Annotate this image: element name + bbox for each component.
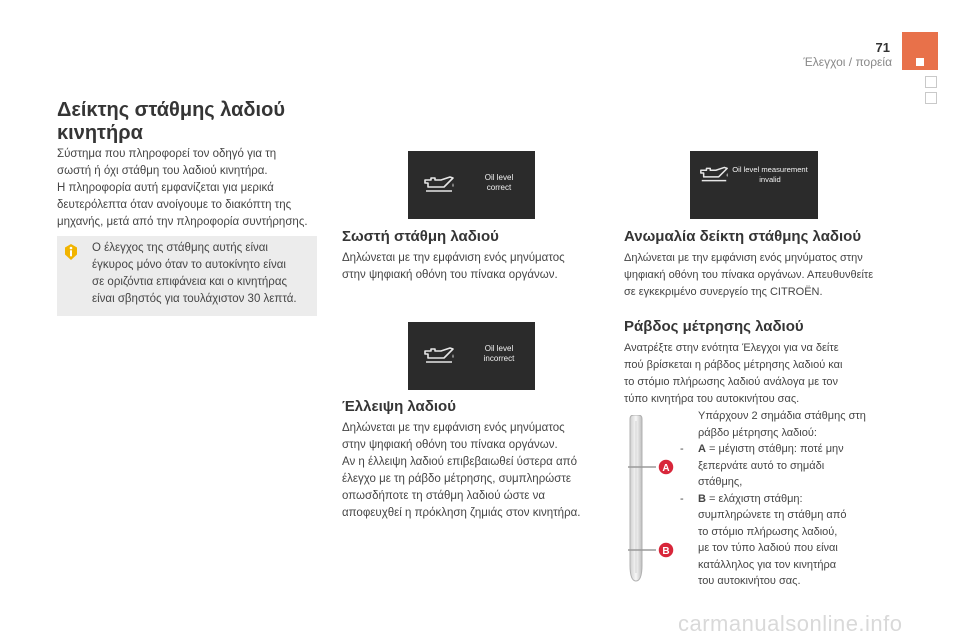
mark-b-label: [658, 542, 674, 558]
mark-a-label: [658, 459, 674, 475]
footer-watermark-url[interactable]: carmanualsonline.info: [678, 611, 903, 636]
oil-can-icon: [422, 175, 456, 193]
text-line: στην ψηφιακή οθόνη του πίνακα οργάνων.: [342, 269, 558, 281]
display-oil-correct: [408, 151, 535, 219]
display-oil-measurement-invalid: [690, 151, 818, 219]
mark-letter: B: [698, 492, 706, 505]
text-line: Δηλώνεται με την εμφάνιση ενός μηνύματος στην: [624, 252, 863, 264]
display-message-line: Oil level: [484, 173, 514, 182]
section-title: Έλεγχοι / πορεία: [803, 55, 892, 69]
text-line: Δηλώνεται με την εμφάνιση ενός μηνύματος: [342, 422, 565, 434]
list-line: του αυτοκινήτου σας.: [698, 575, 801, 587]
list-dash: -: [680, 492, 684, 505]
text-line: πού βρίσκεται η ράβδος μέτρησης λαδιού και: [624, 359, 843, 371]
text-line: στην ψηφιακή οθόνη του πίνακα οργάνων.: [342, 439, 558, 451]
dipstick-text: [624, 340, 894, 408]
text-line: μηχανής, μετά από την πληροφορία συντήρησης.: [57, 216, 308, 228]
list-line: συμπληρώνετε τη στάθμη από: [698, 509, 847, 521]
display-message-line: Oil level measurement: [732, 165, 808, 174]
note-line: Ο έλεγχος της στάθμης αυτής είναι: [92, 242, 268, 254]
svg-text:B: B: [662, 546, 670, 557]
note-line: είναι σβηστός για τουλάχιστον 30 λεπτά.: [92, 293, 297, 305]
text-line: οπωσδήποτε τη στάθμη λαδιού ώστε να: [342, 490, 546, 502]
dipstick-marks: [680, 408, 898, 590]
text-line: έλεγχο με τη ράβδο μέτρησης, συμπληρώστε: [342, 473, 571, 485]
text-line: Δηλώνεται με την εμφάνιση ενός μηνύματος: [342, 252, 565, 264]
list-line: το στόμιο πλήρωσης λαδιού,: [698, 525, 838, 538]
list-line: στάθμης,: [698, 476, 743, 488]
list-line: ξεπερνάτε αυτό το σημάδι: [698, 459, 825, 472]
chapter-tab[interactable]: [925, 92, 937, 104]
display-message-line: Oil level: [484, 344, 514, 353]
mark-text: = ελάχιστη στάθμη:: [705, 492, 803, 505]
section-heading-dipstick: Ράβδος μέτρησης λαδιού: [624, 318, 804, 335]
display-message-line: correct: [486, 183, 512, 192]
marks-list: [678, 441, 898, 590]
list-item-mark-a: [678, 441, 898, 491]
mark-text: = μέγιστη στάθμη: ποτέ μην: [705, 443, 844, 455]
note-line: σε οριζόντια επιφάνεια και ο κινητήρας: [92, 276, 288, 288]
correct-text: [342, 250, 607, 284]
mark-letter: A: [698, 443, 706, 455]
intro-text: [57, 146, 327, 231]
text-line: Η πληροφορία αυτή εμφανίζεται για μερικά: [57, 182, 274, 194]
text-line: Υπάρχουν 2 σημάδια στάθμης στη: [698, 410, 866, 422]
low-text: [342, 420, 607, 522]
tab-marker-icon: [916, 58, 924, 66]
list-line: [698, 491, 898, 508]
text-line: δευτερόλεπτα όταν ανοίγουμε το διακόπτη της: [57, 199, 292, 211]
oil-can-icon: [422, 346, 456, 364]
text-line: ψηφιακή οθόνη του πίνακα οργάνων. Απευθυνθείτε: [624, 269, 874, 281]
page-title-line: κινητήρα: [57, 122, 143, 144]
page-number: 71: [875, 40, 890, 55]
page-title-line: Δείκτης στάθμης λαδιού: [57, 99, 285, 121]
section-heading-low: Έλλειψη λαδιού: [342, 398, 456, 415]
section-heading-fault: Ανωμαλία δείκτη στάθμης λαδιού: [624, 228, 862, 245]
display-message: [468, 344, 530, 364]
section-heading-correct: Σωστή στάθμη λαδιού: [342, 228, 499, 245]
text-line: τύπο κινητήρα του αυτοκινήτου σας.: [624, 393, 800, 405]
info-icon: [64, 244, 78, 260]
text-line: Σύστημα που πληροφορεί τον οδηγό για τη: [57, 148, 277, 160]
svg-text:A: A: [662, 463, 670, 474]
chapter-tab[interactable]: [925, 76, 937, 88]
list-line: [698, 441, 898, 458]
text-line: Ανατρέξτε στην ενότητα Έλεγχοι για να δείτε: [624, 342, 839, 354]
text-line: σε εγκεκριμένο συνεργείο της CITROËN.: [624, 286, 823, 298]
list-dash: -: [680, 443, 684, 455]
display-message-line: invalid: [759, 175, 781, 184]
dipstick-illustration: [610, 415, 680, 585]
chapter-tab-active[interactable]: [902, 32, 938, 70]
text-line: το στόμιο πλήρωσης λαδιού ανάλογα με τον: [624, 376, 839, 388]
note-text: [92, 240, 314, 308]
display-oil-incorrect: [408, 322, 535, 390]
text-line: σωστή ή όχι στάθμη του λαδιού κινητήρα.: [57, 165, 268, 177]
display-message: [468, 173, 530, 193]
text-line: Αν η έλλειψη λαδιού επιβεβαιωθεί ύστερα από: [342, 456, 578, 468]
display-message-line: incorrect: [483, 354, 515, 363]
list-line: με τον τύπο λαδιού που είναι: [698, 542, 838, 554]
text-line: ράβδο μέτρησης λαδιού:: [698, 426, 817, 439]
list-item-mark-b: [678, 491, 898, 590]
note-line: έγκυρος μόνο όταν το αυτοκίνητο είναι: [92, 259, 286, 271]
display-message: [724, 165, 816, 185]
fault-text: [624, 250, 894, 301]
intro-heading: [57, 99, 327, 145]
text-line: αποφευχθεί η πρόκληση ζημιάς στον κινητήρα.: [342, 507, 581, 519]
list-line: κατάλληλος για τον κινητήρα: [698, 558, 837, 571]
